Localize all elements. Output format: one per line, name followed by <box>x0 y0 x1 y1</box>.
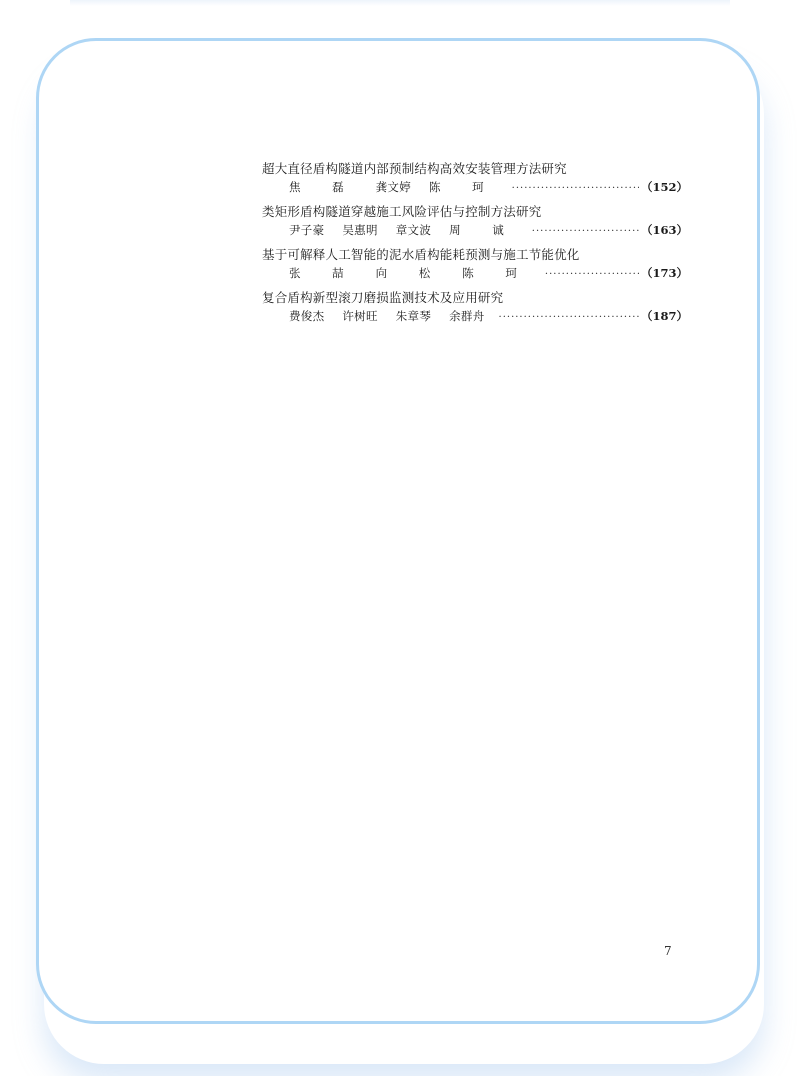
author-name: 周 诚 <box>449 223 518 237</box>
dot-leader <box>512 180 639 198</box>
author-name: 费俊杰 <box>289 309 325 323</box>
entry-byline <box>262 221 688 239</box>
entry-authors <box>289 178 512 196</box>
entry-title[interactable]: 超大直径盾构隧道内部预制结构高效安装管理方法研究 <box>262 161 567 176</box>
author-name: 余群舟 <box>449 309 485 323</box>
dot-leader <box>532 223 639 241</box>
entry-page-number: （152） <box>640 180 688 194</box>
entry-page-number: （163） <box>640 223 688 237</box>
entry-title[interactable]: 基于可解释人工智能的泥水盾构能耗预测与施工节能优化 <box>262 247 580 262</box>
dot-leader <box>499 309 639 327</box>
entry-page-number: （173） <box>640 266 688 280</box>
toc-entry[interactable] <box>262 289 688 325</box>
entry-byline <box>262 264 688 282</box>
entry-page-number: （187） <box>640 309 688 323</box>
toc-entry[interactable] <box>262 203 688 239</box>
entry-byline <box>262 307 688 325</box>
author-name: 吴惠明 <box>342 223 378 237</box>
author-name: 向 松 <box>375 266 445 280</box>
author-name: 朱章琴 <box>395 309 432 323</box>
toc-entry[interactable] <box>262 160 688 196</box>
author-name: 焦 磊 <box>289 180 358 194</box>
toc-entry[interactable] <box>262 246 688 282</box>
entry-title[interactable]: 复合盾构新型滚刀磨损监测技术及应用研究 <box>262 290 504 305</box>
entry-authors <box>289 307 499 325</box>
author-name: 张 喆 <box>289 266 358 280</box>
author-name: 许树旺 <box>342 309 378 323</box>
author-name: 陈 珂 <box>462 266 531 280</box>
author-name: 陈 珂 <box>429 180 498 194</box>
author-name: 尹子豪 <box>289 223 325 237</box>
top-edge-fade <box>70 0 730 6</box>
dot-leader <box>545 266 639 284</box>
entry-authors <box>289 264 545 282</box>
entry-authors <box>289 221 532 239</box>
page-number: 7 <box>664 944 672 958</box>
author-name: 章文波 <box>395 223 432 237</box>
entry-byline <box>262 178 688 196</box>
table-of-contents <box>262 160 688 332</box>
author-name: 龚文婷 <box>375 180 412 194</box>
entry-title[interactable]: 类矩形盾构隧道穿越施工风险评估与控制方法研究 <box>262 204 542 219</box>
